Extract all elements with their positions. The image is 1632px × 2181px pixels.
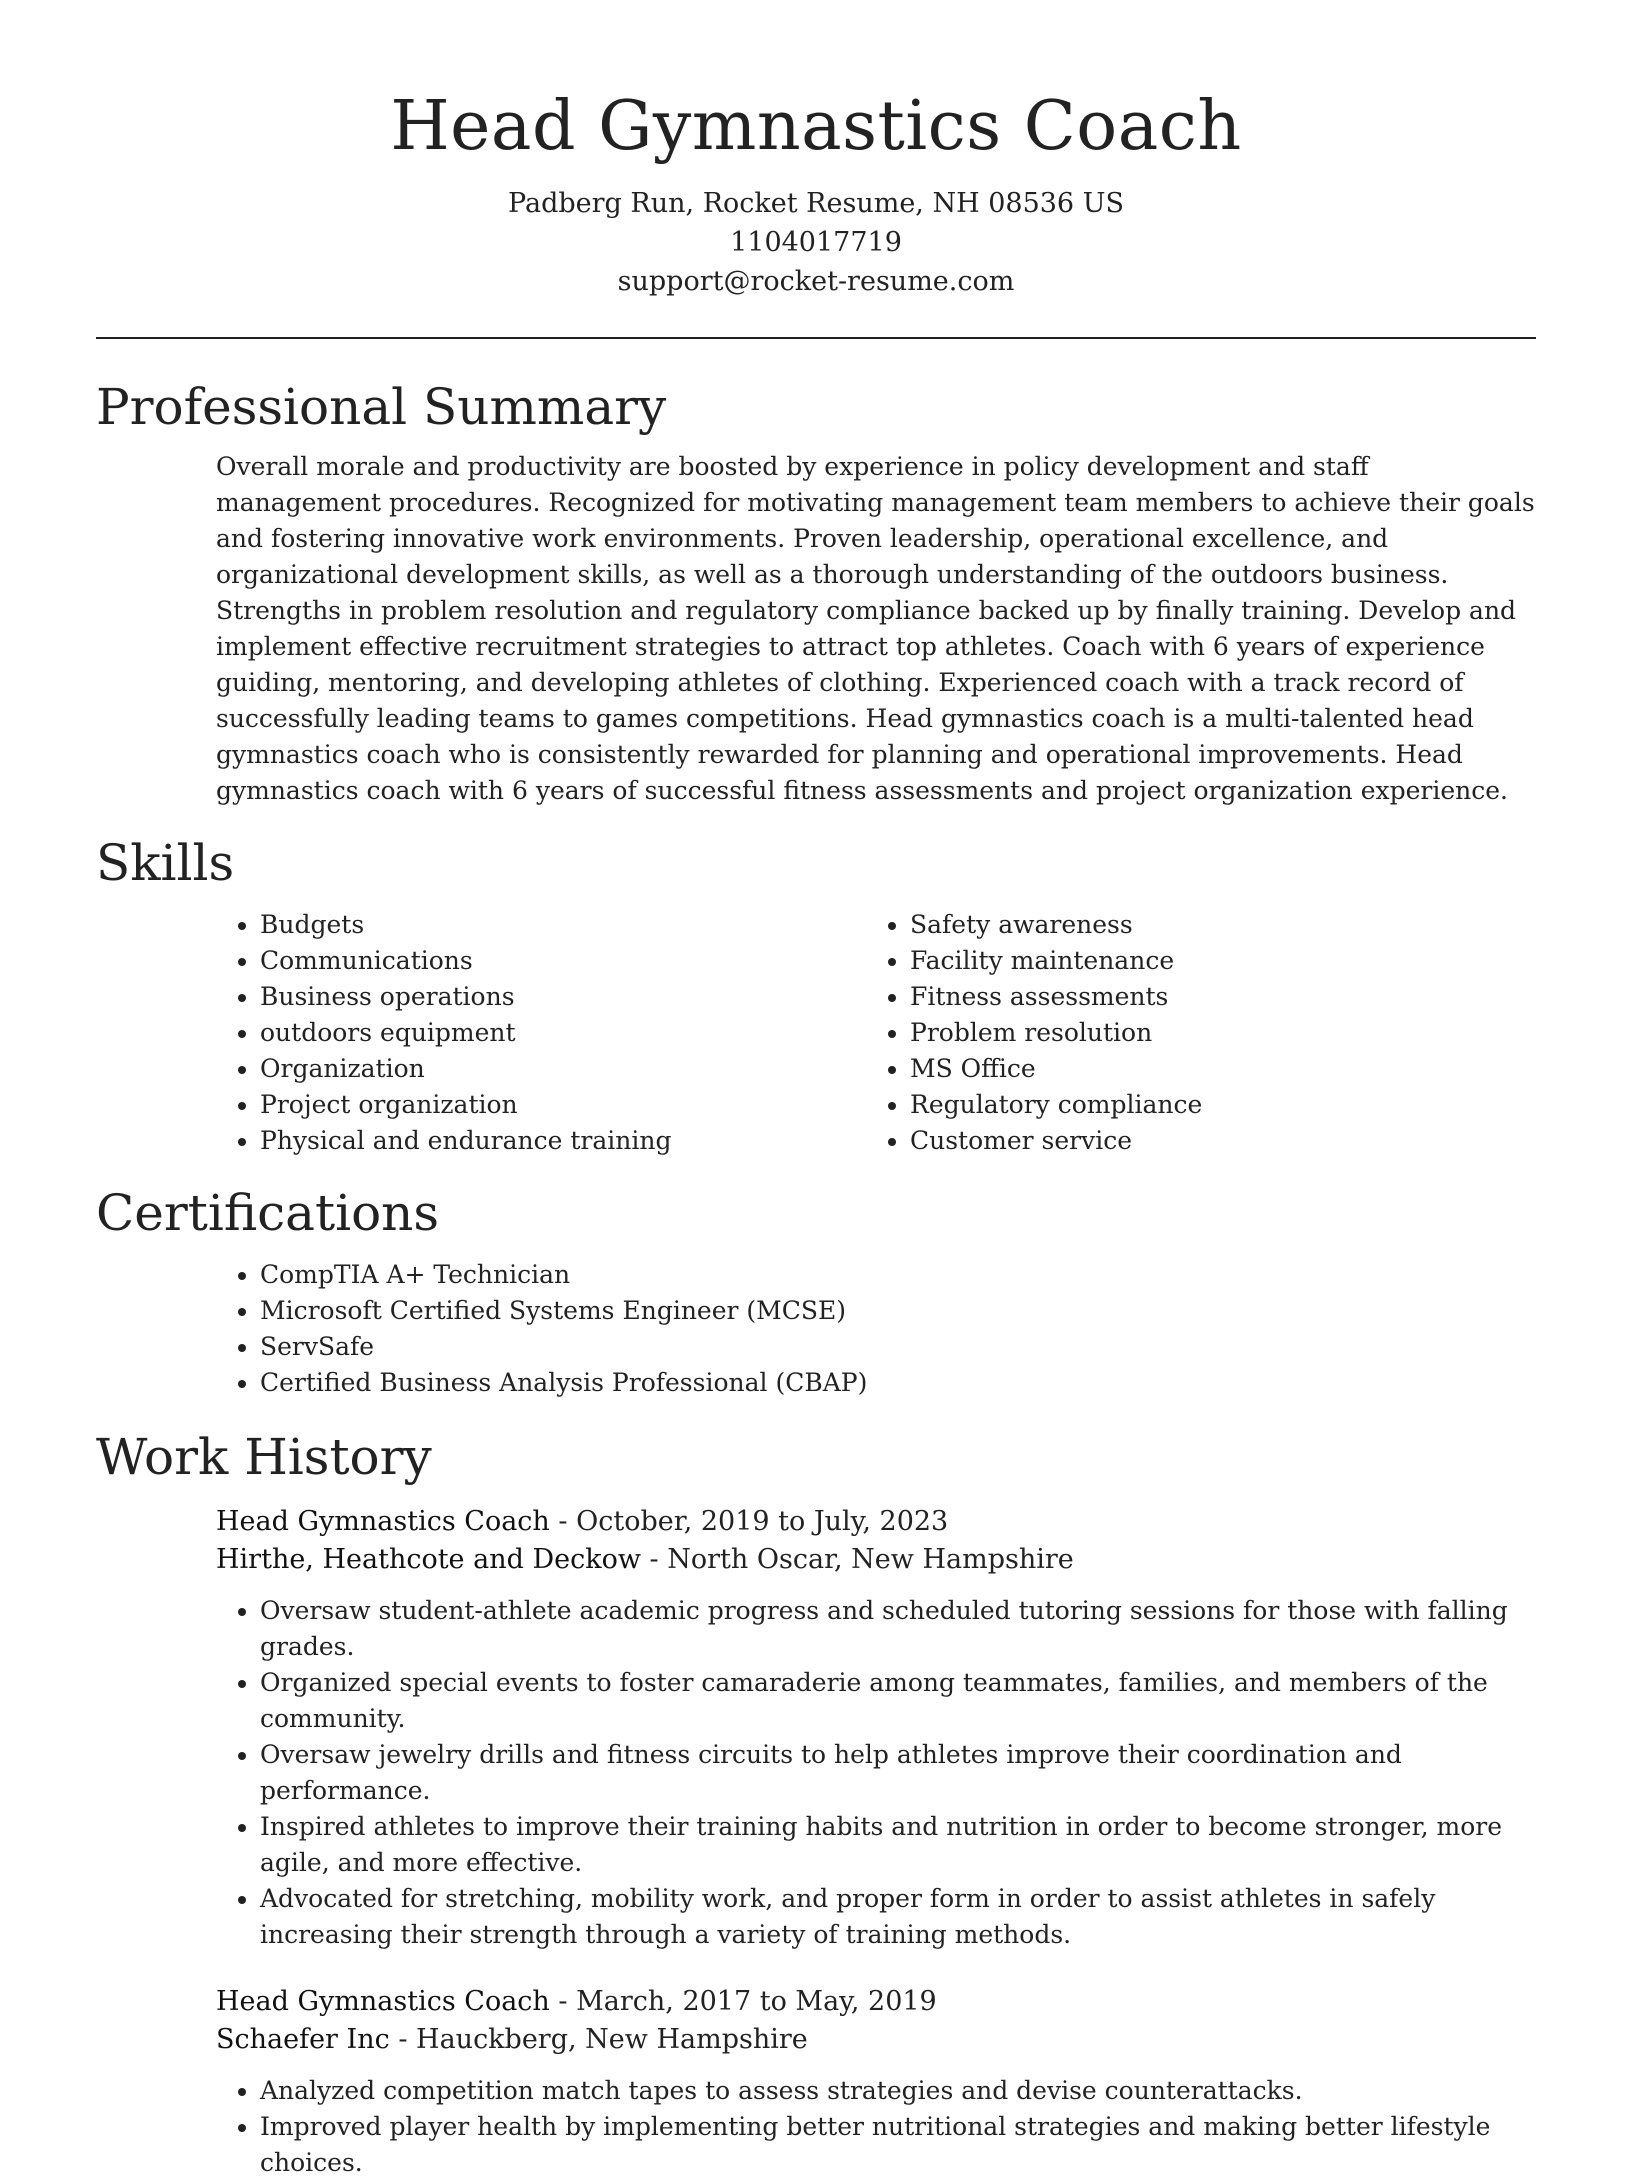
skill-item: • Project organization [260,1087,866,1123]
job-entry [216,1503,1536,1953]
skills-list-right [866,907,1516,1159]
job-bullet: • Inspired athletes to improve their training habits and nutrition in order to become stronger, more agile, and more effective. [260,1809,1536,1881]
job-company: Schaefer Inc [216,2024,390,2055]
job-bullet: • Oversaw jewelry drills and fitness circuits to help athletes improve their coordination and performance. [260,1737,1536,1809]
job-bullet: • Oversaw student-athlete academic progress and scheduled tutoring sessions for those with falling grades. [260,1593,1536,1665]
skills-list-left [216,907,866,1159]
skill-item: • Customer service [910,1123,1516,1159]
certification-item: • Certified Business Analysis Professional (CBAP) [260,1365,1536,1401]
job-bullets [216,2073,1536,2181]
job-bullets [216,1593,1536,1953]
job-dates: March, 2017 to May, 2019 [576,1986,937,2017]
skill-item: • Regulatory compliance [910,1087,1516,1123]
skill-item: • Communications [260,943,866,979]
skill-item: • Problem resolution [910,1015,1516,1051]
job-company: Hirthe, Heathcote and Deckow [216,1544,641,1575]
certification-item: • Microsoft Certified Systems Engineer (MCSE) [260,1293,1536,1329]
summary-section [216,449,1536,809]
skill-item: • Safety awareness [910,907,1516,943]
certifications-list [216,1257,1536,1401]
certifications-section [216,1257,1536,1401]
summary-text: Overall morale and productivity are boosted by experience in policy development and staff management procedures. Recognized for motivating management team members to achieve their goals and fostering innovative work environments. Proven leadership, operational excellence, and organizational development skills, as well as a thorough understanding of the outdoors business. Strengths in problem resolution and regulatory compliance backed up by finally training. Develop and implement effective recruitment strategies to attract top athletes. Coach with 6 years of experience guiding, mentoring, and developing athletes of clothing. Experienced coach with a track record of successfully leading teams to games competitions. Head gymnastics coach is a multi-talented head gymnastics coach who is consistently rewarded for planning and operational improvements. Head gymnastics coach with 6 years of successful fitness assessments and project organization experience. [216,452,1535,805]
contact-address: Padberg Run, Rocket Resume, NH 08536 US [508,188,1124,219]
job-company-line [216,1541,1536,1579]
certification-item: • ServSafe [260,1329,1536,1365]
job-bullet: • Advocated for stretching, mobility work, and proper form in order to assist athletes in safely increasing their strength through a variety of training methods. [260,1881,1536,1953]
work-history-section [216,1503,1536,2181]
header-divider [96,337,1536,339]
candidate-name: Head Gymnastics Coach [390,87,1242,166]
skill-item: • Physical and endurance training [260,1123,866,1159]
work-history-heading: Work History [96,1428,432,1486]
job-role: Head Gymnastics Coach [216,1986,550,2017]
skill-item: • MS Office [910,1051,1516,1087]
resume-header [96,0,1536,301]
skills-section [216,907,1536,1159]
job-company-line [216,2021,1536,2059]
skills-column-left [216,907,866,1159]
skill-item: • Business operations [260,979,866,1015]
job-dates: October, 2019 to July, 2023 [576,1506,949,1537]
job-title-line [216,1983,1536,2021]
skill-item: • Facility maintenance [910,943,1516,979]
certification-item: • CompTIA A+ Technician [260,1257,1536,1293]
job-entry [216,1983,1536,2181]
job-location: Hauckberg, New Hampshire [416,2024,808,2055]
skill-item: • outdoors equipment [260,1015,866,1051]
certifications-heading: Certifications [96,1184,440,1242]
job-bullet: • Organized special events to foster camaraderie among teammates, families, and members of the community. [260,1665,1536,1737]
contact-info [96,184,1536,301]
job-role: Head Gymnastics Coach [216,1506,550,1537]
job-location: North Oscar, New Hampshire [667,1544,1074,1575]
job-separator: - [640,1544,668,1575]
skills-heading: Skills [96,834,235,892]
summary-heading: Professional Summary [96,378,667,436]
contact-email: support@rocket-resume.com [617,266,1015,297]
job-bullet: • Analyzed competition match tapes to assess strategies and devise counterattacks. [260,2073,1536,2109]
job-title-line [216,1503,1536,1541]
skill-item: • Fitness assessments [910,979,1516,1015]
job-bullet: • Improved player health by implementing better nutritional strategies and making better lifestyle choices. [260,2109,1536,2181]
job-separator: - [549,1986,577,2017]
skill-item: • Organization [260,1051,866,1087]
job-separator: - [549,1506,577,1537]
contact-phone: 1104017719 [730,227,902,258]
skills-column-right [866,907,1516,1159]
job-separator: - [389,2024,417,2055]
skill-item: • Budgets [260,907,866,943]
